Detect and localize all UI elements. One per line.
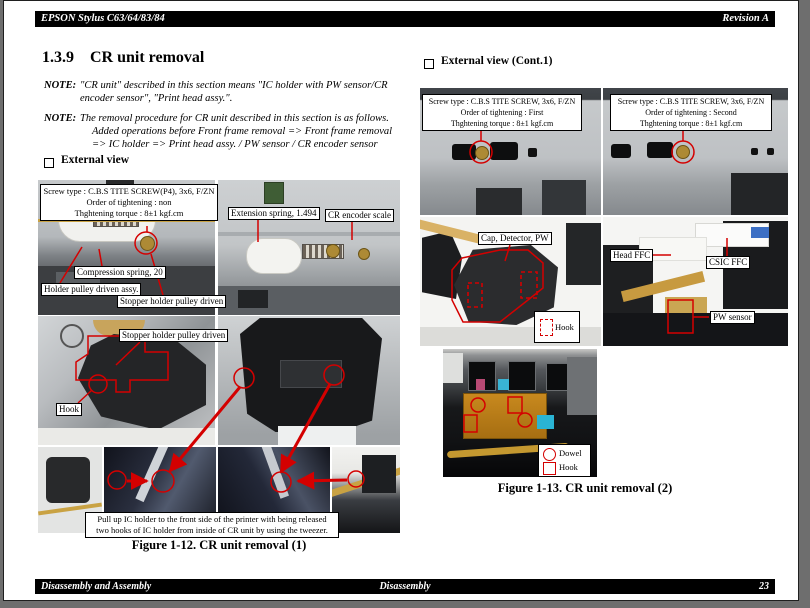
dark-part (542, 180, 586, 215)
callout-hook: Hook (56, 403, 82, 416)
callout-stopper-holder: Stopper holder pulley driven (117, 295, 226, 308)
frame-hole (647, 142, 673, 158)
heading-external-view: External view (61, 154, 130, 166)
note-line: encoder sensor", "Print head assy.". (80, 93, 233, 104)
frame-detail (238, 290, 268, 308)
note-line: The removal procedure for CR unit described in this section is as follows. (80, 113, 389, 124)
footer-chapter: Disassembly and Assembly (41, 581, 152, 592)
dark-part (566, 223, 601, 285)
photo-ffc-sensor (603, 217, 788, 346)
footer-page-number: 23 (759, 581, 769, 592)
callout-compression-spring: Compression spring, 20 (74, 266, 166, 279)
dark-part (46, 457, 90, 503)
photo-cr-pulley-right (218, 180, 400, 315)
hook-square-icon (543, 462, 556, 475)
note-label: NOTE: (44, 80, 77, 91)
tweezer-part (260, 447, 289, 499)
checkbox-icon (44, 158, 54, 168)
screw-part (475, 146, 489, 160)
callout-cap-detector: Cap, Detector, PW (478, 232, 552, 245)
dark-part (362, 455, 396, 493)
white-strip (38, 428, 215, 445)
screw-note-line: Thghtening torque : 8±1 kgf.cm (450, 119, 554, 128)
screw-part (358, 248, 370, 260)
csic-ffc-blue-tip (751, 227, 769, 238)
dowel-legend-label: Dowel (559, 448, 582, 458)
frame-hole (452, 144, 476, 160)
note-line: => IC holder => Print head assy. / PW sensor / CR encoder sensor (92, 139, 378, 150)
callout-pw-sensor: PW sensor (710, 311, 755, 324)
note-line: Added operations before Front frame removal => Front frame removal (92, 126, 393, 137)
note-line: "CR unit" described in this section means "IC holder with PW sensor/CR (80, 80, 388, 91)
screw-note-box (422, 94, 582, 131)
frame-hole (528, 148, 537, 157)
prohibition-mark (60, 324, 84, 348)
pcb-part (264, 182, 284, 204)
screw-note-box (610, 94, 772, 131)
csic-board (463, 393, 547, 439)
hook-dashed-icon (540, 319, 553, 336)
callout-extension-spring: Extension spring, 1.494 (228, 207, 320, 220)
callout-cr-encoder-scale: CR encoder scale (325, 209, 394, 222)
callout-holder-pulley: Holder pulley driven assy. (41, 283, 141, 296)
frame-hole (490, 142, 518, 160)
frame-hole (611, 144, 631, 158)
pulley-holder-part (246, 238, 302, 274)
cyan-part (537, 415, 554, 429)
section-title-text: CR unit removal (90, 49, 205, 66)
screw-note-line: Order of tightening : Second (645, 108, 737, 117)
section-title (42, 49, 204, 67)
screw-part (326, 244, 340, 258)
frame-hole (767, 148, 774, 155)
header-product: EPSON Stylus C63/64/83/84 (41, 13, 165, 24)
dowel-hook-legend-box (538, 444, 591, 477)
note-text (80, 112, 400, 151)
callout-csic-ffc: CSIC FFC (706, 256, 750, 269)
dark-band (603, 313, 788, 346)
note-text (80, 79, 400, 105)
screw-note-line: Screw type : C.B.S TITE SCREW, 3x6, F/ZN (428, 97, 576, 106)
note-label: NOTE: (44, 113, 77, 124)
screw-note-line: Order of tightening : non (86, 197, 172, 207)
header-bar (35, 11, 775, 27)
cyan-ink-window (498, 379, 509, 390)
instruction-line: two hooks of IC holder from inside of CR unit by using the tweezer. (96, 525, 328, 535)
screw-part (140, 236, 155, 251)
instruction-box (85, 512, 339, 538)
head-detail (280, 360, 342, 388)
gray-frame (567, 357, 597, 415)
checkbox-icon (424, 59, 434, 69)
hook-legend-label: Hook (555, 322, 574, 332)
stopper-dark-part (78, 334, 206, 430)
callout-head-ffc: Head FFC (610, 249, 653, 262)
dark-part (731, 173, 788, 215)
screw-part (676, 145, 690, 159)
callout-stopper-holder: Stopper holder pulley driven (119, 329, 228, 342)
cartridge-slot (508, 361, 536, 391)
frame-hole (751, 148, 758, 155)
magenta-ink-window (476, 379, 485, 390)
photo-print-head (218, 316, 400, 445)
frame-edge (218, 232, 400, 236)
tweezer-part (135, 447, 169, 502)
heading-external-view-cont: External view (Cont.1) (441, 55, 553, 67)
screw-note-line: Screw type : C.B.S TITE SCREW(P4), 3x6, F/ZN (43, 186, 215, 196)
instruction-line: Pull up IC holder to the front side of the printer with being released (97, 514, 327, 524)
hook-legend-box (534, 311, 580, 343)
photo-hook-detail-right (332, 447, 400, 533)
footer-bar (35, 579, 775, 594)
screw-note-line: Thghtening torque : 8±1 kgf.cm (639, 119, 743, 128)
hook-legend-label: Hook (559, 462, 578, 472)
section-number: 1.3.9 (42, 49, 74, 66)
screw-note-box (40, 184, 218, 221)
footer-section: Disassembly (379, 581, 431, 592)
screw-note-line: Order of tightening : First (460, 108, 544, 117)
glare (443, 353, 463, 383)
white-patch (278, 426, 356, 445)
figure-caption-1-12: Figure 1-12. CR unit removal (1) (131, 538, 307, 552)
dark-part (476, 188, 522, 215)
figure-caption-1-13: Figure 1-13. CR unit removal (2) (497, 481, 673, 495)
screw-note-line: Screw type : C.B.S TITE SCREW, 3x6, F/ZN (617, 97, 765, 106)
screw-note-line: Thghtening torque : 8±1 kgf.cm (74, 208, 184, 218)
dowel-circle-icon (543, 448, 556, 461)
header-revision: Revision A (722, 13, 769, 24)
